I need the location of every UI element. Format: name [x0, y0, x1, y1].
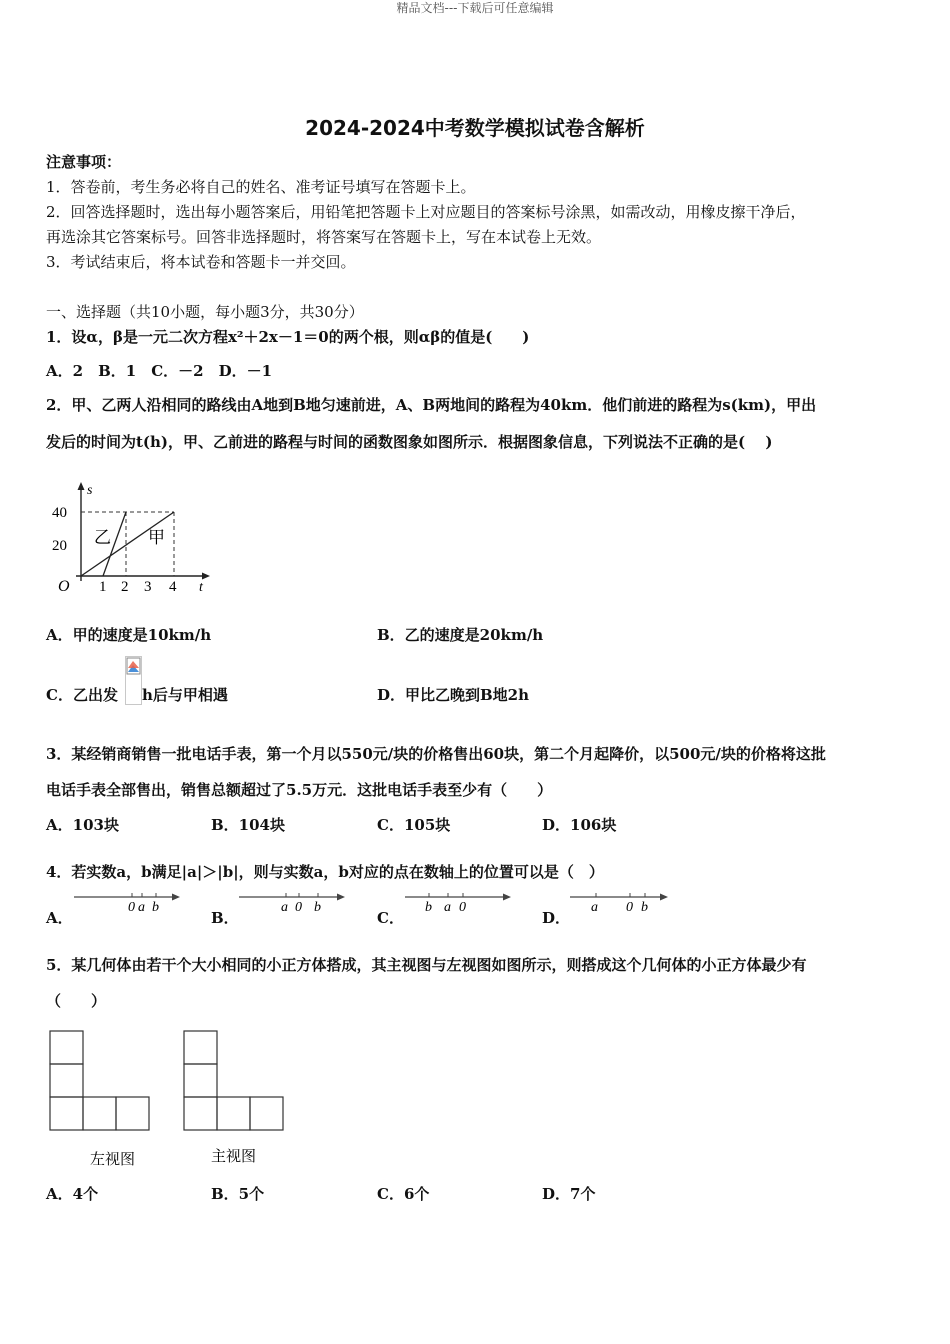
- q4-number-line-a: [72, 887, 182, 917]
- q4-number-line-b: [237, 887, 347, 917]
- axis-c-label-b: b: [425, 900, 432, 915]
- q4-option-b: B．: [211, 909, 239, 927]
- axis-c-label-0: 0: [459, 900, 466, 915]
- axis-d-label-0: 0: [626, 900, 633, 915]
- broken-image-icon: [125, 656, 143, 706]
- page-header: 精品文档---下载后可任意编辑: [396, 1, 554, 15]
- axis-a-label-b: b: [152, 900, 159, 915]
- q5-stem-line1: 5．某几何体由若干个大小相同的小正方体搭成，其主视图与左视图如图所示，则搭成这个几何体的小正方体最少有: [46, 956, 807, 974]
- q5-stem-line2: （ ）: [46, 992, 107, 1010]
- q4-number-line-c: [403, 887, 513, 917]
- q1-stem: 1．设α，β是一元二次方程x²＋2x－1＝0的两个根，则αβ的值是( ): [46, 328, 530, 346]
- axis-a-label-0: 0: [128, 900, 135, 915]
- notice-item-3: 3．考试结束后，将本试卷和答题卡一并交回。: [46, 253, 356, 271]
- section-heading: 一、选择题（共10小题，每小题3分，共30分）: [46, 303, 364, 321]
- q3-option-d: D．106块: [542, 816, 617, 834]
- q3-stem-line2: 电话手表全部售出，销售总额超过了5.5万元．这批电话手表至少有（ ）: [46, 781, 553, 799]
- y-tick-40: 40: [52, 505, 67, 521]
- q2-option-a: A．甲的速度是10km/h: [46, 626, 212, 644]
- notice-item-2-cont: 再选涂其它答案标号。回答非选择题时，将答案写在答题卡上，写在本试卷上无效。: [46, 228, 602, 246]
- q3-option-a: A．103块: [46, 816, 119, 834]
- q5-option-a: A．4个: [46, 1185, 99, 1203]
- notice-item-1: 1．答卷前，考生务必将自己的姓名、准考证号填写在答题卡上。: [46, 178, 476, 196]
- y-tick-20: 20: [52, 538, 67, 554]
- q4-option-a: A．: [46, 909, 73, 927]
- y-axis-label: s: [87, 483, 93, 498]
- q4-option-d: D．: [542, 909, 571, 927]
- q2-option-c-post: h后与甲相遇: [142, 686, 228, 704]
- x-tick-2: 2: [121, 579, 129, 595]
- left-view-label: 左视图: [90, 1152, 136, 1168]
- q4-stem: 4．若实数a，b满足|a|＞|b|，则与实数a，b对应的点在数轴上的位置可以是（ ）: [46, 863, 604, 881]
- axis-d-label-b: b: [641, 900, 648, 915]
- q2-stem-line2: 发后的时间为t(h)，甲、乙前进的路程与时间的函数图象如图所示．根据图象信息，下列说法不正确的是( ): [46, 433, 773, 451]
- q2-option-d: D．甲比乙晚到B地2h: [377, 686, 530, 704]
- axis-a-label-a: a: [138, 900, 145, 915]
- q3-option-c: C．105块: [377, 816, 451, 834]
- label-yi: 乙: [94, 528, 111, 547]
- q4-number-line-d: [568, 887, 678, 917]
- left-view-figure: [46, 1028, 158, 1173]
- x-tick-4: 4: [169, 579, 177, 595]
- q5-option-b: B．5个: [211, 1185, 265, 1203]
- axis-b-label-b: b: [314, 900, 321, 915]
- q1-options: A．2 B．1 C．－2 D．－1: [46, 362, 273, 380]
- axis-b-label-a: a: [281, 900, 288, 915]
- q2-stem-line1: 2．甲、乙两人沿相同的路线由A地到B地匀速前进，A、B两地间的路程为40km．他们前进的路程为s(km)，甲出: [46, 396, 817, 414]
- x-tick-1: 1: [99, 579, 107, 595]
- q2-option-b: B．乙的速度是20km/h: [377, 626, 544, 644]
- page-title: 2024-2024中考数学模拟试卷含解析: [305, 116, 645, 140]
- q4-option-c: C．: [377, 909, 404, 927]
- axis-d-label-a: a: [591, 900, 598, 915]
- q2-distance-time-graph: [44, 478, 219, 598]
- origin-label: O: [58, 578, 70, 595]
- x-tick-3: 3: [144, 579, 152, 595]
- q5-option-d: D．7个: [542, 1185, 596, 1203]
- q3-option-b: B．104块: [211, 816, 285, 834]
- notice-item-2: 2．回答选择题时，选出每小题答案后，用铅笔把答题卡上对应题目的答案标号涂黑，如需改动，用橡皮擦干净后，: [46, 203, 806, 221]
- label-jia: 甲: [148, 528, 165, 547]
- main-view-label: 主视图: [211, 1149, 257, 1165]
- q2-option-c-pre: C．乙出发: [46, 686, 118, 704]
- axis-b-label-0: 0: [295, 900, 302, 915]
- q3-stem-line1: 3．某经销商销售一批电话手表，第一个月以550元/块的价格售出60块，第二个月起降价，以500元/块的价格将这批: [46, 745, 826, 763]
- axis-c-label-a: a: [444, 900, 451, 915]
- q5-option-c: C．6个: [377, 1185, 430, 1203]
- main-view-figure: [181, 1028, 293, 1173]
- notice-heading: 注意事项：: [46, 153, 122, 171]
- x-axis-label: t: [199, 580, 203, 595]
